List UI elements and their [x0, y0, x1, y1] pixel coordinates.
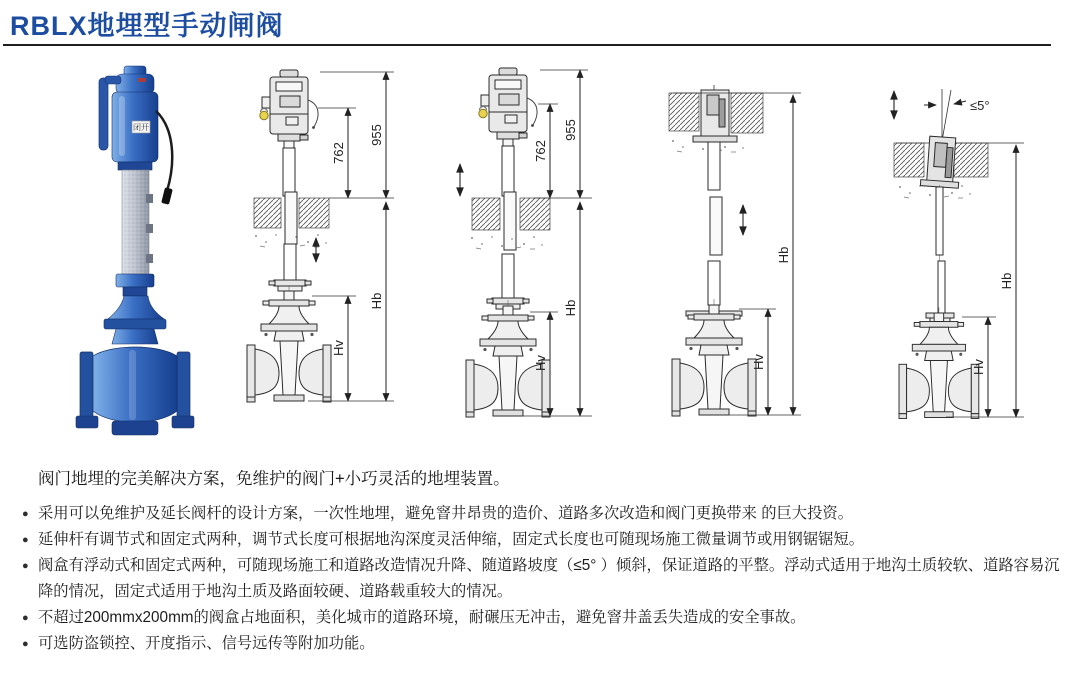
- signal-cable: [156, 111, 172, 191]
- dim-label-hv: Hv: [533, 355, 548, 371]
- diagram-buried-installation: [655, 85, 855, 419]
- feature-text: 不超过200mmx200mm的阀盒占地面积，美化城市的道路环境，耐碾压无冲击，避免窨井盖丢失造成的安全事故。: [38, 609, 806, 626]
- dim-label-955: 955: [369, 124, 384, 146]
- dim-label-762: 762: [331, 142, 346, 164]
- angle-label: ≤5°: [970, 98, 990, 113]
- bullet-icon: ●: [22, 638, 29, 650]
- dim-label-hv: Hv: [331, 340, 346, 356]
- dimension-762: [318, 108, 356, 198]
- feature-text: 延伸杆有调节式和固定式两种，调节式长度可根据地沟深度灵活伸缩，固定式长度也可随现场施工微量调节或用钢锯锯短。: [38, 531, 865, 548]
- dimension-hb: [369, 202, 386, 401]
- gate-valve-drawing: [672, 299, 756, 418]
- feature-text: 采用可以免维护及延长阀杆的设计方案，一次性地埋，避免窨井昂贵的造价、道路多次改造和阀门更换带来 的巨大投资。: [38, 505, 853, 522]
- gate-valve-drawing: [899, 307, 979, 420]
- diagram-tilt-tolerance: [880, 85, 1070, 423]
- diagram-adjustable-extension: [450, 68, 650, 420]
- actuator-drawing: [260, 70, 318, 148]
- dim-label-hb: Hb: [999, 272, 1014, 290]
- dimension-hb: [999, 145, 1016, 417]
- dimension-hb: [563, 202, 580, 416]
- tag-label: 闭开: [133, 123, 149, 132]
- open-close-tag: [132, 121, 150, 133]
- dim-label-hb: Hb: [369, 292, 384, 310]
- bullet-icon: ●: [22, 612, 29, 624]
- product-photo: [72, 66, 206, 446]
- feature-item: [22, 553, 1062, 605]
- feature-text: 阀盒有浮动式和固定式两种，可随现场施工和道路改造情况升降、随道路坡度（≤5° ）倾斜，保证道路的平整。浮动式适用于地沟土质较软、道路容易沉降的情况，固定式适用于地沟土质及路面较硬、道路载重较大的情况。: [38, 557, 1060, 600]
- diagram-fixed-extension: [248, 70, 438, 410]
- gate-valve-drawing: [247, 285, 331, 404]
- dim-label-hv: Hv: [971, 359, 986, 375]
- feature-text: 可选防盗锁控、开度指示、信号远传等附加功能。: [38, 635, 375, 652]
- dim-label-955: 955: [563, 119, 578, 141]
- actuator-drawing: [479, 68, 537, 146]
- intro-text: 阀门地埋的完美解决方案，免维护的阀门+小巧灵活的地埋装置。: [38, 470, 510, 488]
- dim-label-762: 762: [533, 140, 548, 162]
- photo-extension-tube: [118, 162, 153, 274]
- bullet-icon: ●: [22, 560, 29, 572]
- dimension-955: [320, 72, 394, 198]
- description-block: [22, 465, 1062, 657]
- dim-label-hv: Hv: [751, 354, 766, 370]
- dimension-hb: [776, 95, 793, 415]
- title-underline: [3, 44, 1051, 46]
- dimension-955: [540, 70, 588, 198]
- tilt-angle-annotation: [924, 89, 990, 141]
- bullet-icon: ●: [22, 534, 29, 546]
- bullet-icon: ●: [22, 508, 29, 520]
- feature-item: [22, 527, 1062, 553]
- feature-item: [22, 631, 1062, 657]
- dim-label-hb: Hb: [563, 299, 578, 317]
- stem-drawing: [926, 185, 954, 322]
- page-title: RBLX地埋型手动闸阀: [10, 11, 284, 41]
- feature-item: [22, 501, 1062, 527]
- feature-item: [22, 605, 1062, 631]
- stem-drawing: [686, 142, 742, 316]
- dimension-762: [533, 104, 558, 198]
- surface-box-drawing: [693, 90, 737, 142]
- photo-valve-body: [76, 274, 194, 435]
- dim-label-hb: Hb: [776, 246, 791, 264]
- feature-list: [22, 501, 1062, 657]
